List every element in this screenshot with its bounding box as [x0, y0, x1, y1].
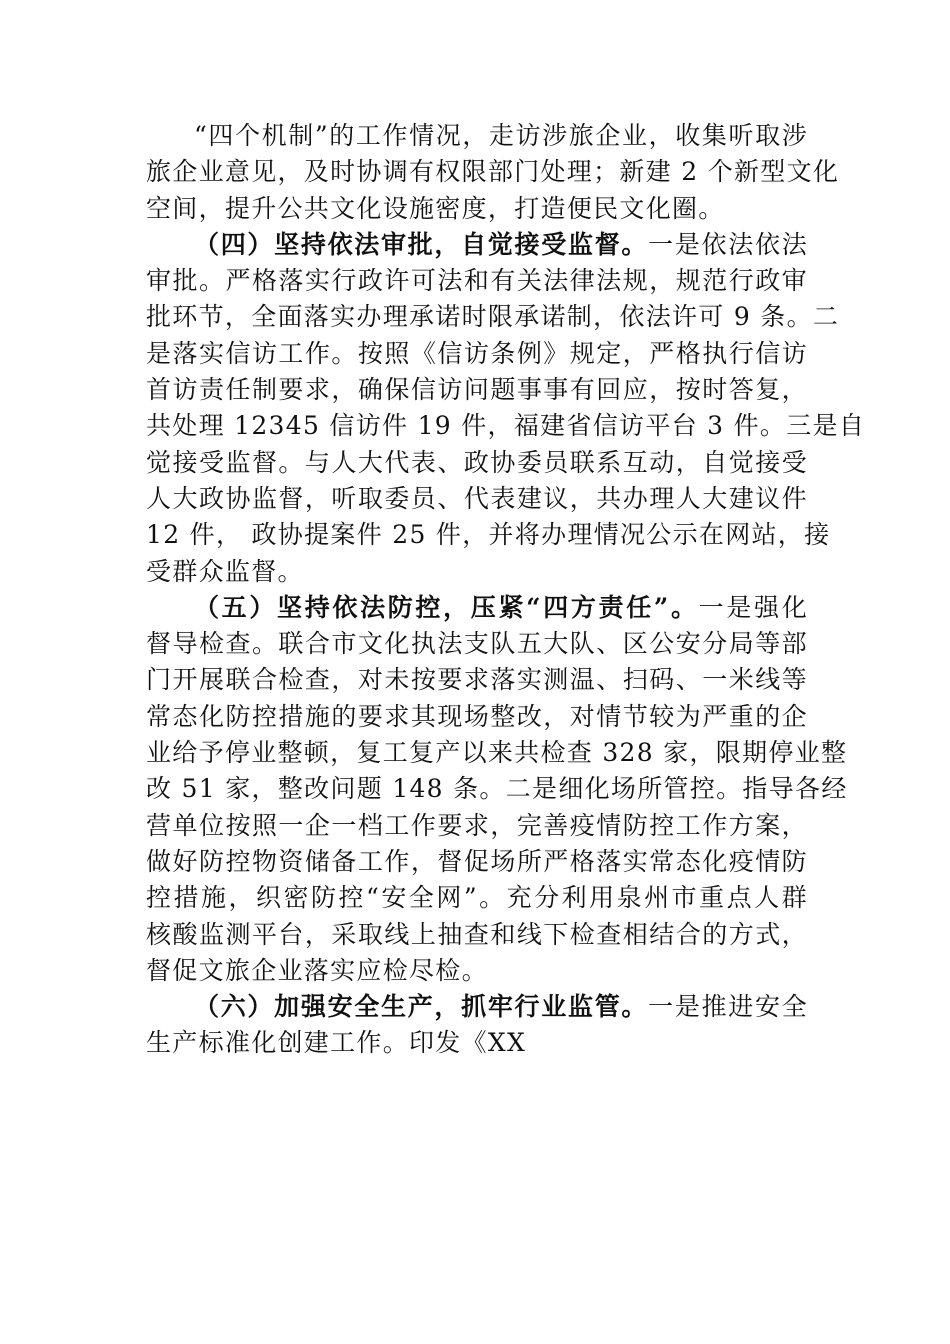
text-line — [146, 118, 808, 154]
text-line — [146, 554, 808, 590]
line-text: 业给予停业整顿，复工复产以来共检查 328 家，限期停业整 — [146, 738, 848, 768]
section-heading: （四）坚持依法审批，自觉接受监督。 — [194, 229, 649, 259]
text-line — [146, 372, 808, 408]
line-text: 营单位按照一企一档工作要求，完善疫情防控工作方案， — [146, 810, 808, 840]
text-line — [146, 989, 808, 1025]
text-line — [146, 590, 808, 626]
text-line — [146, 953, 808, 989]
line-text: 督促文旅企业落实应检尽检。 — [146, 955, 488, 985]
text-line — [146, 445, 808, 481]
text-line — [146, 735, 848, 771]
text-line — [146, 880, 808, 916]
line-text: 督导检查。联合市文化执法支队五大队、区公安分局等部 — [146, 629, 808, 659]
text-line — [146, 481, 808, 517]
line-text: 批环节，全面落实办理承诺时限承诺制，依法许可 9 条。二 — [146, 302, 840, 332]
line-text: 核酸监测平台，采取线上抽查和线下检查相结合的方式， — [146, 919, 808, 949]
line-text: 共处理 12345 信访件 19 件，福建省信访平台 3 件。三是自 — [146, 411, 866, 441]
line-text: 12 件， 政协提案件 25 件，并将办理情况公示在网站，接 — [146, 520, 831, 550]
text-line — [146, 408, 866, 444]
line-text: 人大政协监督，听取委员、代表建议，共办理人大建议件 — [146, 483, 808, 513]
line-text: 审批。严格落实行政许可法和有关法律法规，规范行政审 — [146, 266, 808, 296]
text-line — [146, 517, 831, 553]
text-line — [146, 662, 808, 698]
text-line — [146, 808, 808, 844]
text-line — [146, 154, 840, 190]
line-text: 控措施，织密防控“安全网”。充分利用泉州市重点人群 — [146, 883, 808, 913]
text-line — [146, 699, 808, 735]
line-text: 空间，提升公共文化设施密度，打造便民文化圈。 — [146, 193, 725, 223]
line-text: 做好防控物资储备工作，督促场所严格落实常态化疫情防 — [146, 846, 808, 876]
line-text: 一是强化 — [698, 592, 808, 622]
line-text: “四个机制”的工作情况，走访涉旅企业，收集听取涉 — [194, 121, 808, 150]
text-line — [146, 191, 808, 227]
line-text: 一是依法依法 — [648, 229, 808, 259]
line-text: 旅企业意见，及时协调有权限部门处理；新建 2 个新型文化 — [146, 157, 840, 187]
text-line — [146, 771, 848, 807]
text-line — [146, 626, 808, 662]
text-line — [146, 1025, 808, 1061]
text-line — [146, 917, 808, 953]
line-text: 改 51 家，整改问题 148 条。二是细化场所管控。指导各经 — [146, 774, 848, 804]
text-line — [146, 844, 808, 880]
text-line — [146, 227, 808, 263]
text-line — [146, 336, 808, 372]
line-text: 受群众监督。 — [146, 556, 304, 586]
text-line — [146, 299, 840, 335]
line-text: 是落实信访工作。按照《信访条例》规定，严格执行信访 — [146, 338, 808, 368]
text-line — [146, 263, 808, 299]
line-text: 常态化防控措施的要求其现场整改，对情节较为严重的企 — [146, 701, 808, 731]
body-text — [146, 118, 866, 1062]
line-text: 觉接受监督。与人大代表、政协委员联系互动，自觉接受 — [146, 447, 808, 477]
line-text: 首访责任制要求，确保信访问题事事有回应，按时答复， — [146, 375, 808, 405]
section-heading: （五）坚持依法防控，压紧“四方责任”。 — [194, 592, 699, 622]
line-text: 门开展联合检查，对未按要求落实测温、扫码、一米线等 — [146, 665, 808, 695]
line-text: 一是推进安全 — [648, 992, 808, 1022]
line-text: 生产标准化创建工作。印发《XX — [146, 1028, 527, 1058]
section-heading: （六）加强安全生产，抓牢行业监管。 — [194, 992, 649, 1022]
